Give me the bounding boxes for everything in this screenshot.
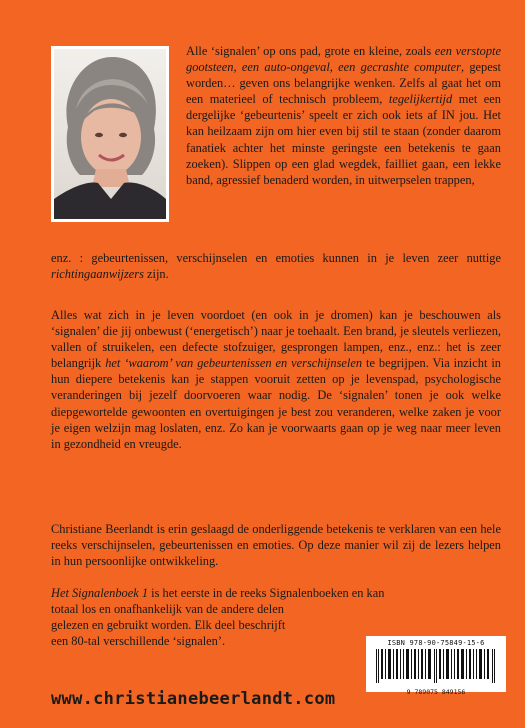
intro-text: Alle ‘signalen’ op ons pad, grote en kleine, zoals: [186, 44, 435, 58]
intro-cont-end: zijn.: [143, 267, 169, 282]
author-photo: [51, 46, 169, 222]
website-url[interactable]: www.christianebeerlandt.com: [51, 689, 336, 709]
intro-examples-italic: een verstopte gootsteen, een auto-ongeval, een gecrashte computer: [186, 44, 501, 75]
signals-text-end: te begrijpen. Via inzicht in hun diepere betekenis kan je stappen vooruit zetten op je levenspad, psychologische veranderingen bij jezelf doorvoeren waar nodig. De ‘signalen’ tonen je ook welke diepgewortelde gewoonten en overtuigingen je best zou veranderen, welke zaken je voor je eigen welzijn mag loslaten, enz. Zo kan je voorwaarts gaan op je weg naar meer leven in gezondheid en vreugde.: [51, 356, 501, 451]
series-line-1: [51, 585, 501, 601]
intro-emphasis-italic: tegelijkertijd: [388, 92, 453, 107]
signals-italic: het ‘waarom’ van gebeurtenissen en verschijnselen: [105, 356, 363, 371]
intro-paragraph-continued: [51, 250, 501, 282]
barcode-number: 9 789075 849156: [406, 688, 466, 696]
series-line-4: een 80-tal verschillende ‘signalen’.: [51, 634, 226, 649]
signals-paragraph: [51, 307, 501, 452]
signals-text: Alles wat zich in je leven voordoet (en ook in je dromen) kan je beschouwen als ‘signalen’ die jij onbewust (‘energetisch’) naar je toehaalt. Een brand, je sleutels verliezen, vallen of struikelen, een defecte stofzuiger, gesprongen lampen, enz., enz.: het is zeer belangrijk: [51, 308, 501, 371]
intro-cont-italic: richtingaanwijzers: [51, 267, 144, 282]
intro-cont-text: enz. : gebeurtenissen, verschijnselen en emoties kunnen in je leven zeer nuttige: [51, 251, 501, 265]
intro-text-cont: , gepest worden… geven ons belangrijke wenken. Zelfs al gaat het om een materieel of technisch probleem,: [186, 60, 501, 107]
author-paragraph: [51, 521, 501, 569]
intro-paragraph: [186, 43, 501, 188]
series-text-1: is het eerste in de reeks Signalenboeken en kan: [148, 586, 385, 600]
isbn-label: ISBN 978-90-75849-15-6: [387, 639, 485, 647]
isbn-barcode: [366, 636, 506, 696]
intro-text-end: met een dergelijke ‘gebeurtenis’ speelt er zich ook iets af IN jou. Het kan heilzaam zijn om hier even bij stil te staan (zonder daarom fanatiek achter het minste geringste een betekenis te gaan zoeken). Slippen op een glad wegdek, failliet gaan, een lekke band, agressief benaderd worden, in uitwerpselen trappen,: [186, 92, 501, 187]
book-title-italic: Het Signalenboek 1: [51, 586, 149, 600]
series-line-2: totaal los en onafhankelijk van de andere delen: [51, 602, 284, 617]
author-text: Christiane Beerlandt is erin geslaagd de onderliggende betekenis te verklaren van een hele reeks verschijnselen, gebeurtenissen en emoties. Op deze manier wil zij de lezers helpen in hun persoonlijke ontwikkeling.: [51, 522, 501, 569]
barcode-bars: [372, 649, 500, 683]
series-line-3: gelezen en gebruikt worden. Elk deel beschrijft: [51, 618, 286, 633]
author-portrait-image: [54, 49, 166, 219]
